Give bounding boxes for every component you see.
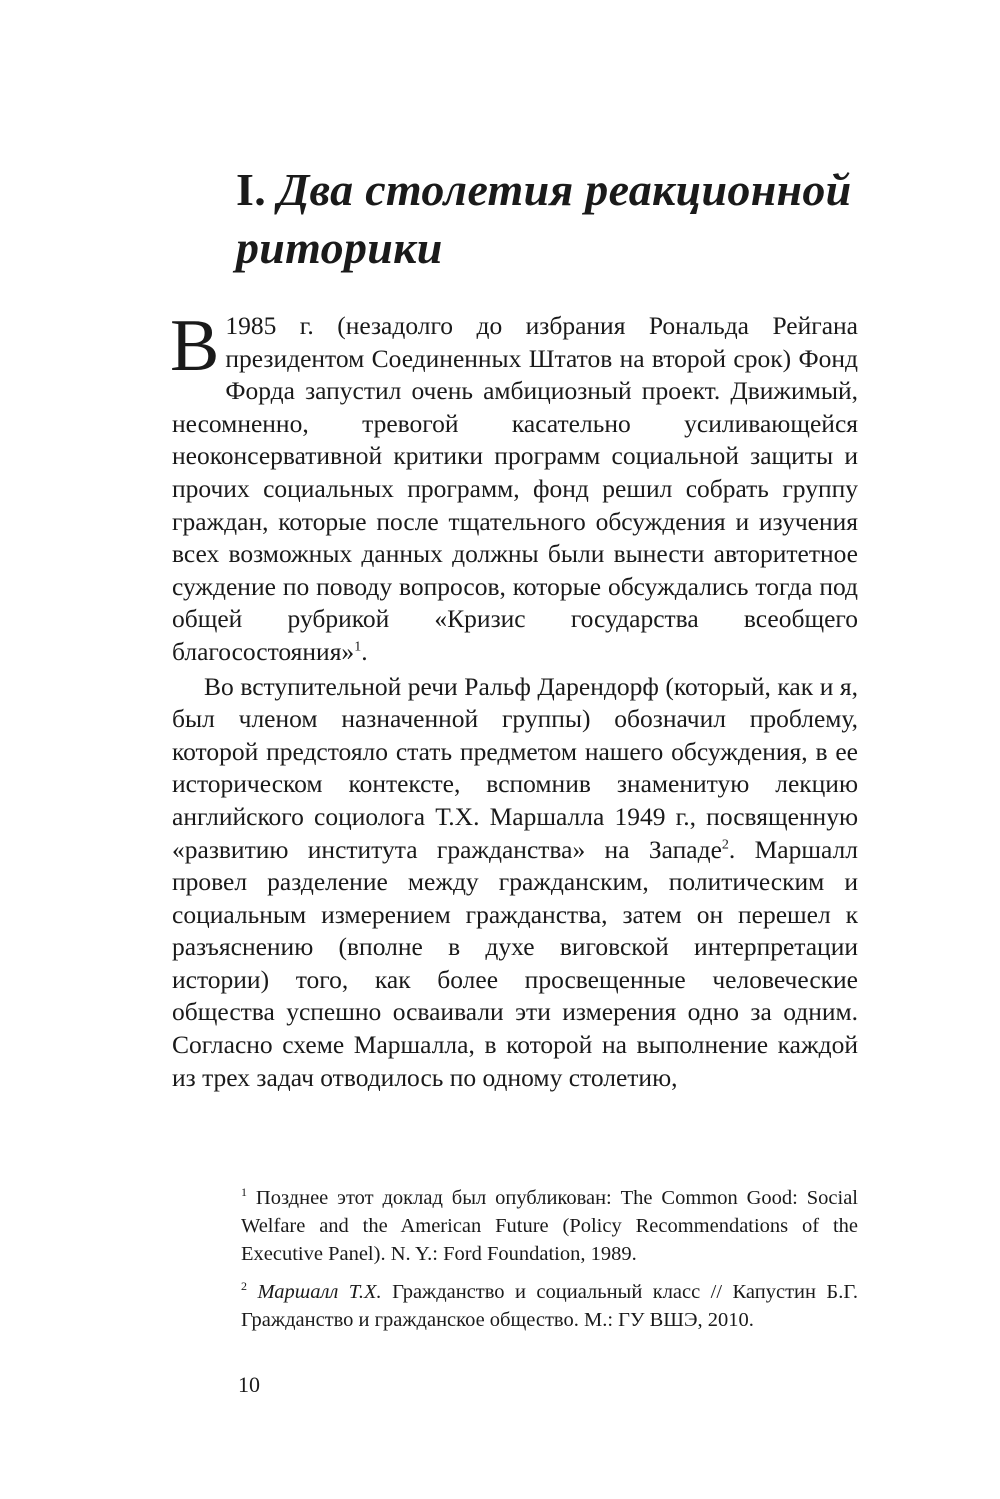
footnote-1: [241, 1184, 858, 1268]
footnote-author: Маршалл Т.Х.: [247, 1281, 382, 1303]
body-text: [170, 305, 858, 1094]
paragraph-2: [172, 671, 858, 1095]
chapter-number: I.: [236, 163, 267, 215]
footnote-mark: 2: [241, 1279, 247, 1294]
paragraph-1: [170, 305, 858, 669]
paragraph-1-text: 1985 г. (незадолго до избрания Рональда Рейгана президентом Соединенных Штатов на второй срок) Фонд Форда запустил очень амбициозный проект. Движимый, несомненно, тревогой касательно усиливающейся неоконсервативной критики программ социальной защиты и прочих социальных программ, фонд решил собрать группу граждан, которые после тщательного обсуждения и изучения всех возможных данных должны были вынести авторитетное суждение по поводу вопросов, которые обсуждались тогда под общей рубрикой «Кризис государства всеобщего благосостояния»: [172, 311, 858, 666]
drop-cap: В: [170, 305, 220, 387]
footnote-2: [241, 1278, 858, 1334]
footnote-text: Позднее этот доклад был опубликован: The Common Good: Social Welfare and the American Future (Policy Recommendations of the Executive Panel). N. Y.: Ford Foundation, 1989.: [241, 1187, 858, 1265]
page-number: 10: [238, 1372, 260, 1397]
footnote-text: Гражданство и социальный класс // Капустин Б.Г. Гражданство и гражданское общество. М.: ГУ ВШЭ, 2010.: [241, 1281, 858, 1331]
footnotes: [241, 1184, 858, 1344]
footnote-ref-1[interactable]: 1: [354, 639, 362, 655]
paragraph-2-text-b: . Маршалл провел разделение между гражданским, политическим и социальным измерением гражданства, затем он перешел к разъяснению (вполне в духе виговской интерпретации истории) того, как более просвещенные человеческие общества успешно осваивали эти измерения одно за одним. Согласно схеме Маршалла, в которой на выполнение каждой из трех задач отводилось по одному столетию,: [172, 834, 858, 1092]
paragraph-1-end: .: [361, 636, 368, 666]
footnote-ref-2[interactable]: 2: [721, 837, 729, 852]
chapter-title: [236, 161, 876, 277]
paragraph-2-text-a: Во вступительной речи Ральф Дарендорф (который, как и я, был членом назначенной группы) обозначил проблему, которой предстояло стать предметом нашего обсуждения, в ее историческом контексте, вспомнив знаменитую лекцию английского социолога Т.Х. Маршалла 1949 г., посвященную «развитию института гражданства» на Западе: [172, 671, 858, 864]
footnote-mark: 1: [241, 1185, 247, 1200]
chapter-title-text: Два столетия реакционной риторики: [236, 163, 852, 273]
